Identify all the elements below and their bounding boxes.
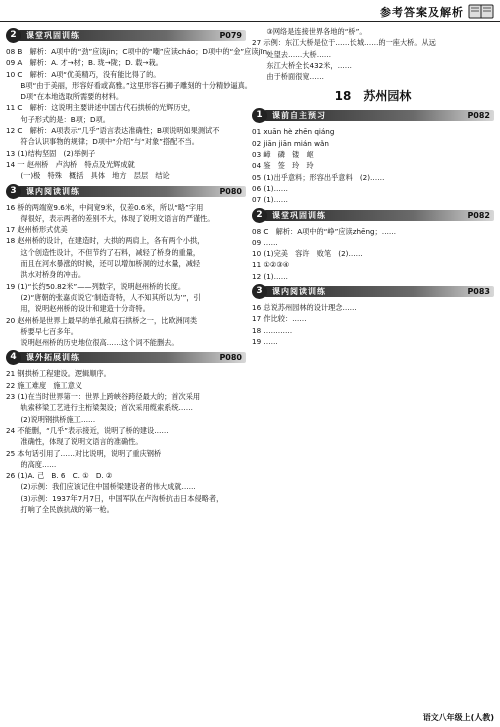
section-label: 课内阅读训练 xyxy=(272,287,326,297)
header-rule xyxy=(0,21,500,22)
section-page-code: P080 xyxy=(219,353,242,363)
answer-line: 13 (1)结构坚固 (2)举例子 xyxy=(6,148,96,158)
answer-line: (一)极 特殊 概括 具体 地方 层层 结论 xyxy=(6,171,170,181)
lesson-title: 18 苏州园林 xyxy=(334,89,412,104)
answer-line: 10 (1)完美 容许 败笔 (2)…… xyxy=(252,249,363,259)
answer-line: D项“在本地选取所需要的材料。 xyxy=(6,92,124,102)
answer-block xyxy=(6,46,275,182)
section-header xyxy=(252,208,494,223)
answer-line: 09 …… xyxy=(252,237,278,247)
section-header xyxy=(6,28,246,43)
section-label: 课堂巩固训练 xyxy=(26,31,80,40)
answer-block xyxy=(6,368,246,515)
answer-line: 22 施工难度 施工意义 xyxy=(6,380,83,390)
answer-line: 句子形式的是：B项；D项。 xyxy=(6,114,110,124)
answer-line: 08 B 解析：A项中的“劲”应读jìn；C项中的“嘲”应读cháo；D项中的“金”应读jīn。 xyxy=(6,47,275,56)
answer-line: 21 钢拱桥工程建设。逻辑顺序。 xyxy=(6,369,111,379)
answer-line: 12 (1)…… xyxy=(252,271,288,281)
answer-line: (2)示例：我们应该记住中国桥梁建设者的伟大成就…… xyxy=(6,482,196,492)
answer-line: B项“由于美丽，形容好看或高雅。”这里形容石狮子雕刻的十分精妙逼真。 xyxy=(6,80,252,90)
section-number: 3 xyxy=(252,284,267,299)
answer-line: 08 C 解析：A项中的“峥”应读zhēng；…… xyxy=(252,226,397,236)
answer-line: 12 C 解析：A项表示“几乎”语言表达准确性；B项说明如果测试不 xyxy=(6,126,220,136)
answer-line: 19 …… xyxy=(252,336,278,346)
answer-line: 04 鉴 签 玲 玲 xyxy=(252,161,314,171)
answer-block xyxy=(252,226,494,282)
answer-line: 说明赵州桥的历史地位很高……这个词不能删去。 xyxy=(6,338,179,348)
section-number: 3 xyxy=(6,184,21,199)
section-header xyxy=(252,284,494,299)
answer-line: 07 (1)…… xyxy=(252,195,288,205)
section-page-code: P080 xyxy=(219,186,242,196)
answer-line: 17 赵州桥形式优美 xyxy=(6,225,68,235)
section-label: 课堂巩固训练 xyxy=(272,210,326,220)
section-header xyxy=(6,184,246,199)
answer-line: 洪水对桥身的冲击。 xyxy=(6,270,86,280)
answer-line: 05 (1)出乎意料；形容出乎意料 (2)…… xyxy=(252,172,385,182)
section-number: 1 xyxy=(252,108,267,123)
answer-line: 这个创造性设计，不但节约了石料，减轻了桥身的重量， xyxy=(6,247,201,257)
answer-line: 25 本句话引用了……对比说明，说明了重庆钢桥 xyxy=(6,448,162,458)
right-column xyxy=(252,26,494,347)
section-label: 课外拓展训练 xyxy=(26,353,80,363)
answer-line: 18 赵州桥的设计，在建造时，大拱的两肩上，各有两个小拱， xyxy=(6,236,205,246)
answer-line: 11 ①②③④ xyxy=(252,260,290,270)
answer-line: 06 (1)…… xyxy=(252,183,288,193)
answer-line: 东江大桥全长432米，…… xyxy=(252,60,352,70)
answer-line: 19 (1)“长约50.82米”——列数字，说明赵州桥的长度。 xyxy=(6,281,186,291)
answer-line: 01 xuān hè zhēn qiáng xyxy=(252,127,335,137)
answer-block xyxy=(252,126,494,205)
answer-line: 而且在河水暴涨的时候，还可以增加桥洞的过水量，减轻 xyxy=(6,259,201,269)
answer-line: 16 总说苏州园林的设计理念…… xyxy=(252,303,357,313)
answer-line: 得很好，表示两者的差别不大，体现了说明文语言的严谨性。 xyxy=(6,213,215,223)
answer-line: 09 A 解析：A. 才→材；B. 珑→陇；D. 载→栽。 xyxy=(6,58,163,68)
answer-block xyxy=(252,26,494,82)
section-label: 课前自主预习 xyxy=(272,111,326,121)
answer-line: 处望去……大桥…… xyxy=(252,49,332,59)
answer-line: 16 桥的两端宽9.6米，中间宽9米，仅差0.6米，所以“略”字用 xyxy=(6,202,204,212)
answer-line: 的高度…… xyxy=(6,459,57,469)
answer-line: 18 ………… xyxy=(252,325,293,335)
section-page-code: P079 xyxy=(219,31,242,40)
section-number: 2 xyxy=(6,28,21,43)
page-footer: 语文八年级上(人教) xyxy=(422,713,494,722)
answer-line: 24 不能删，“几乎”表示接近，说明了桥的建设…… xyxy=(6,425,169,435)
answer-line: 02 jiān jiān mián wǎn xyxy=(252,138,329,148)
header-title: 参考答案及解析 xyxy=(380,6,464,19)
answer-line: 用，说明赵州桥的设计和建造十分奇特。 xyxy=(6,304,150,314)
section-header xyxy=(252,108,494,123)
answer-line: 由于桥面很宽…… xyxy=(252,72,324,82)
answer-line: 26 (1)A. 己 B. 6 C. ① D. ② xyxy=(6,471,113,481)
answer-line: (2)说明钢拱桥施工…… xyxy=(6,414,96,424)
answer-line: 20 赵州桥是世界上最早的单孔敞肩石拱桥之一，比欧洲同类 xyxy=(6,315,198,325)
section-page-code: P082 xyxy=(467,111,490,121)
answer-line: 打响了全民族抗战的第一枪。 xyxy=(6,504,114,514)
answer-line: 10 C 解析：A项“优美精巧，没有能比得了的。 xyxy=(6,69,161,79)
answer-line: 桥要早七百多年。 xyxy=(6,326,78,336)
answer-line: 23 (1)在当时世界第一：世界上跨峡谷跨径最大的；首次采用 xyxy=(6,392,201,402)
answer-line: 轨索移梁工艺进行主桁梁架设；首次采用缆索系统…… xyxy=(6,403,193,413)
section-page-code: P083 xyxy=(467,287,490,297)
section-number: 4 xyxy=(6,350,21,365)
section-label: 课内阅读训练 xyxy=(26,186,80,196)
answer-line: (2)“唐朝的张嘉贞说它‘制造奇特，人不知其所以为’”，引 xyxy=(6,292,201,302)
answer-block xyxy=(6,202,246,349)
section-header xyxy=(6,350,246,365)
answer-line: 14 一 赵州桥 卢沟桥 特点及光辉成就 xyxy=(6,159,135,169)
answer-line: 11 C 解析：这说明主要讲述中国古代石拱桥的光辉历史， xyxy=(6,103,195,113)
answer-line: 27 示例：东江大桥是位于……长城……的一座大桥。从远 xyxy=(252,38,436,48)
section-number: 2 xyxy=(252,208,267,223)
answer-line: 17 作比较：…… xyxy=(252,314,307,324)
answer-line: 符合认识事物的规律；D项中“介绍”与“对象”搭配不当。 xyxy=(6,137,199,147)
answer-line: 03 嶂 磷 镂 岖 xyxy=(252,150,314,160)
answer-line: (3)示例：1937年7月7日，中国军队在卢沟桥抗击日本侵略者， xyxy=(6,493,224,503)
answer-block xyxy=(252,302,494,347)
book-icon xyxy=(468,2,494,20)
answer-line: ③网络是连接世界各地的“桥”。 xyxy=(252,27,367,36)
page-header xyxy=(0,0,500,22)
section-page-code: P082 xyxy=(467,210,490,220)
answer-line: 准确性，体现了说明文语言的准确性。 xyxy=(6,437,143,447)
